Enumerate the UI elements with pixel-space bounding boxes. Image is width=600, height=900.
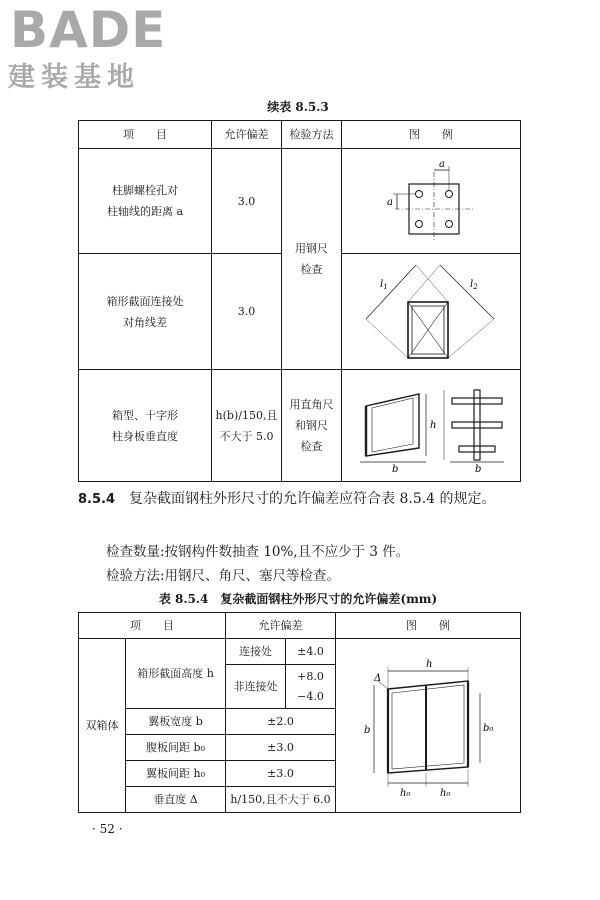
table1-row1-figure (342, 149, 521, 254)
table2-header-tolerance: 允许偏差 (226, 613, 336, 639)
table1-row2-figure (342, 254, 521, 370)
table1-row3-tolerance: h(b)/150,且 不大于 5.0 (212, 370, 282, 482)
label-b0: b₀ (483, 722, 494, 734)
bolt-hole-shape (416, 191, 423, 198)
double-box-outer (388, 681, 468, 773)
label-b-left: b (391, 463, 398, 475)
table1-row2-tolerance: 3.0 (212, 254, 282, 370)
table2-header-item: 项 目 (79, 613, 226, 639)
table1-row3-figure (342, 370, 521, 482)
double-box-inner (392, 685, 464, 769)
label-b-right: b (474, 463, 481, 475)
logo-subtitle: 建装基地 (8, 62, 140, 93)
table2-row-height-item: 箱形截面高度 h (126, 639, 226, 709)
label-h: h (429, 419, 436, 431)
section-number: 8.5.4 (78, 492, 116, 507)
table1-header-row (79, 121, 521, 149)
table2-row-value: ±3.0 (226, 761, 336, 787)
table-row (79, 639, 521, 665)
table1-merged-method: 用钢尺 检查 (282, 149, 342, 370)
column-verticality-figure (344, 376, 519, 476)
ext-line (416, 265, 448, 302)
table2-row-item: 腹板间距 b₀ (126, 735, 226, 761)
section-text: 复杂截面钢柱外形尺寸的允许偏差应符合表 8.5.4 的规定。 (129, 491, 496, 507)
cross-column-bottom-flange (459, 446, 495, 452)
label-h0-left: h₀ (400, 787, 411, 799)
table-row (79, 370, 521, 482)
double-box-figure (348, 651, 508, 801)
table1-header-method: 检验方法 (282, 121, 342, 149)
label-a-top: a (439, 159, 445, 170)
table2-sub-label: 连接处 (226, 639, 286, 665)
table2-sub-label: 非连接处 (226, 665, 286, 709)
table2-row-value: h/150,且不大于 6.0 (226, 787, 336, 813)
table1-row1-tolerance: 3.0 (212, 149, 282, 254)
section-8-5-4 (78, 488, 518, 511)
table1-row3-method: 用直角尺 和钢尺 检查 (282, 370, 342, 482)
label-h: h (426, 658, 433, 670)
bolt-hole-shape (416, 221, 423, 228)
table1-header-figure: 图 例 (342, 121, 521, 149)
box-diagonal-figure (356, 257, 506, 367)
page-number: · 52 · (92, 822, 123, 836)
check-method: 检验方法:用钢尺、角尺、塞尺等检查。 (106, 568, 341, 584)
check-quantity: 检查数量:按钢构件数抽查 10%,且不应少于 3 件。 (106, 544, 410, 560)
anchor-bolt-plate-figure (381, 156, 481, 246)
cross-column-mid-flange (452, 422, 502, 428)
table1-header-tolerance: 允许偏差 (212, 121, 282, 149)
label-l2: $l_2$ (470, 278, 478, 291)
table2-row-value: ±3.0 (226, 735, 336, 761)
table2-caption: 表 8.5.4 复杂截面钢柱外形尺寸的允许偏差(mm) (158, 592, 438, 606)
label-l1: $l_1$ (380, 278, 388, 291)
table2-group: 双箱体 (79, 639, 126, 813)
table1-row3-item: 箱型、十字形 柱身板垂直度 (79, 370, 212, 482)
table2-row-item: 翼板宽度 b (126, 709, 226, 735)
cross-column-top-flange (452, 398, 502, 404)
bolt-hole-shape (446, 221, 453, 228)
table2-figure (336, 639, 521, 813)
table2-row-item: 垂直度 Δ (126, 787, 226, 813)
table1-caption: 续表 8.5.3 (267, 100, 329, 114)
table2-header-figure: 图 例 (336, 613, 521, 639)
table2-sub-value: ±4.0 (286, 639, 336, 665)
label-b: b (364, 724, 371, 736)
box-column-inner (372, 398, 413, 452)
table2-row-item: 翼板间距 h₀ (126, 761, 226, 787)
table1-row2-item: 箱形截面连接处 对角线差 (79, 254, 212, 370)
label-h0-right: h₀ (440, 787, 451, 799)
cross-column-web (474, 390, 480, 460)
ext-line (448, 319, 494, 358)
ext-line (366, 319, 408, 358)
table1 (78, 120, 521, 482)
table-row (79, 149, 521, 254)
logo-wordmark: BADE (10, 1, 167, 59)
table2-sub-value: +8.0 −4.0 (286, 665, 336, 709)
table2 (78, 612, 521, 813)
table2-row-value: ±2.0 (226, 709, 336, 735)
bolt-hole-shape (446, 191, 453, 198)
ext-line (408, 265, 440, 302)
table1-header-item: 项 目 (79, 121, 212, 149)
label-delta: Δ (374, 672, 382, 684)
table2-header-row (79, 613, 521, 639)
table1-row1-item: 柱脚螺栓孔对 柱轴线的距离 a (79, 149, 212, 254)
label-a-left: a (387, 197, 393, 208)
